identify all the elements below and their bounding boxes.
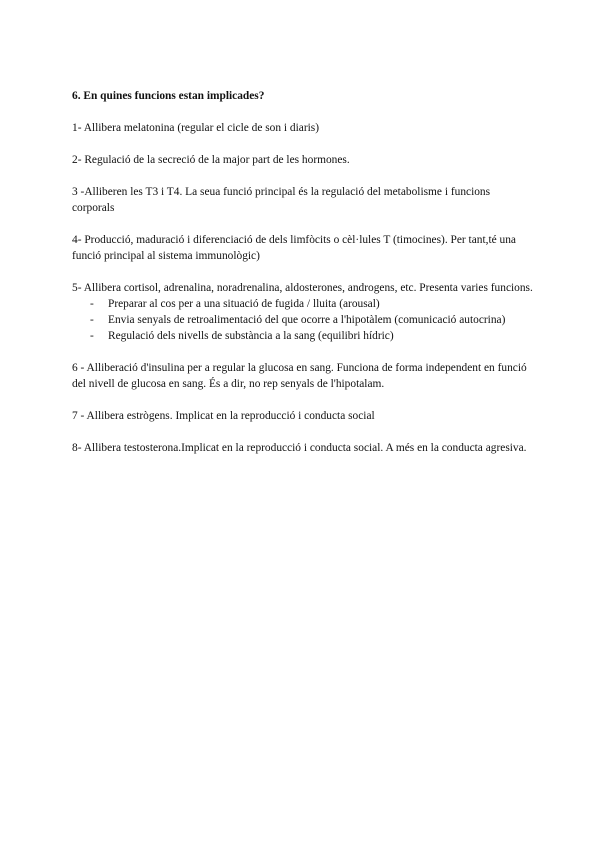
bullet-text: Preparar al cos per a una situació de fugida / lluita (arousal) xyxy=(108,298,380,310)
item-4: 4- Producció, maduració i diferenciació de dels limfòcits o cèl·lules T (timocines). Per tant,té una funció principal al sistema immunològic) xyxy=(72,234,516,262)
item-8: 8- Allibera testosterona.Implicat en la reproducció i conducta social. A més en la conducta agresiva. xyxy=(72,442,527,454)
bullet-item xyxy=(72,296,534,312)
bullet-dash: - xyxy=(90,330,94,342)
bullet-item xyxy=(72,312,534,328)
item-5-bullet-list xyxy=(72,296,534,344)
bullet-text: Envia senyals de retroalimentació del que ocorre a l'hipotàlem (comunicació autocrina) xyxy=(108,314,506,326)
item-3: 3 -Alliberen les T3 i T4. La seua funció principal és la regulació del metabolisme i funcions corporals xyxy=(72,186,491,214)
bullet-dash: - xyxy=(90,314,94,326)
item-5: 5- Allibera cortisol, adrenalina, noradrenalina, aldosterones, androgens, etc. Presenta varies funcions. xyxy=(72,282,533,294)
item-1: 1- Allibera melatonina (regular el cicle de son i diaris) xyxy=(72,122,320,134)
item-7: 7 - Allibera estrògens. Implicat en la reproducció i conducta social xyxy=(72,410,375,422)
item-6: 6 - Alliberació d'insulina per a regular la glucosa en sang. Funciona de forma independent en funció del nivell de glucosa en sang. És a dir, no rep senyals de l'hipotalam. xyxy=(72,362,527,390)
bullet-text: Regulació dels nivells de substància a la sang (equilibri hídric) xyxy=(108,330,394,342)
document-page xyxy=(72,88,534,472)
bullet-item xyxy=(72,328,534,344)
bullet-dash: - xyxy=(90,298,94,310)
section-heading: 6. En quines funcions estan implicades? xyxy=(72,90,265,102)
item-2: 2- Regulació de la secreció de la major part de les hormones. xyxy=(72,154,350,166)
